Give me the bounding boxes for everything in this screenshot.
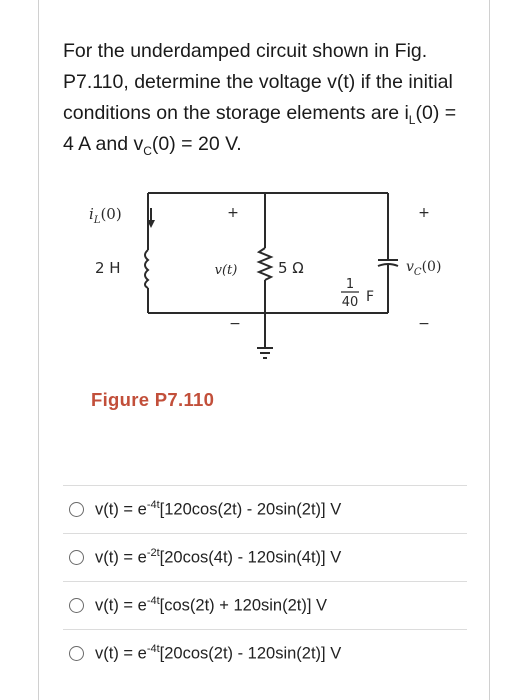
vt-label: v(t) xyxy=(214,263,238,278)
answer-options xyxy=(63,485,467,677)
question-sub-c: C xyxy=(143,143,152,158)
vc0-label: $v_C(0)$ xyxy=(406,259,442,278)
vt-minus-sign: − xyxy=(229,316,241,332)
inductor-label: 2 H xyxy=(95,259,121,277)
answer-option-text: $v(t) = e^{-2t}[20\cos(4t) - 120\sin(4t)]$ V xyxy=(95,547,342,567)
question-text xyxy=(63,36,463,160)
radio-button-icon[interactable] xyxy=(69,598,84,613)
answer-option-1[interactable] xyxy=(63,485,467,533)
il0-label: $i_L(0)$ xyxy=(89,205,122,226)
question-part-1: For the underdamped circuit shown in Fig. P7.110, determine the voltage v(t) if the initial conditions on the storage elements are i xyxy=(63,40,453,124)
inductor-coil xyxy=(145,250,148,288)
answer-option-text: $v(t) = e^{-4t}[\cos(2t) + 120\sin(2t)]$ V xyxy=(95,595,328,615)
answer-option-3[interactable] xyxy=(63,581,467,629)
vc0-minus-sign: − xyxy=(418,316,430,332)
answer-option-4[interactable] xyxy=(63,629,467,677)
radio-button-icon[interactable] xyxy=(69,550,84,565)
question-sub-l: L xyxy=(408,112,416,127)
answer-option-2[interactable] xyxy=(63,533,467,581)
answer-option-text: $v(t) = e^{-4t}[120\cos(2t) - 20\sin(2t)]$ V xyxy=(95,499,342,519)
circuit-diagram xyxy=(60,170,480,385)
resistor-zigzag xyxy=(259,248,271,280)
question-part-3: (0) = 20 V. xyxy=(151,133,242,155)
vc0-plus-sign: + xyxy=(418,205,430,221)
capacitor-numerator: 1 xyxy=(345,277,355,292)
ground-symbol xyxy=(257,348,273,358)
capacitor-unit: F xyxy=(366,289,375,305)
question-part-2: (0) = 4 A and v xyxy=(63,102,457,155)
radio-button-icon[interactable] xyxy=(69,646,84,661)
radio-button-icon[interactable] xyxy=(69,502,84,517)
vt-plus-sign: + xyxy=(227,205,239,221)
figure-caption: Figure P7.110 xyxy=(91,389,215,410)
resistor-label: 5 Ω xyxy=(278,259,304,277)
answer-option-text: $v(t) = e^{-4t}[20\cos(2t) - 120\sin(2t)]$ V xyxy=(95,643,342,663)
capacitor-denominator: 40 xyxy=(341,295,359,310)
